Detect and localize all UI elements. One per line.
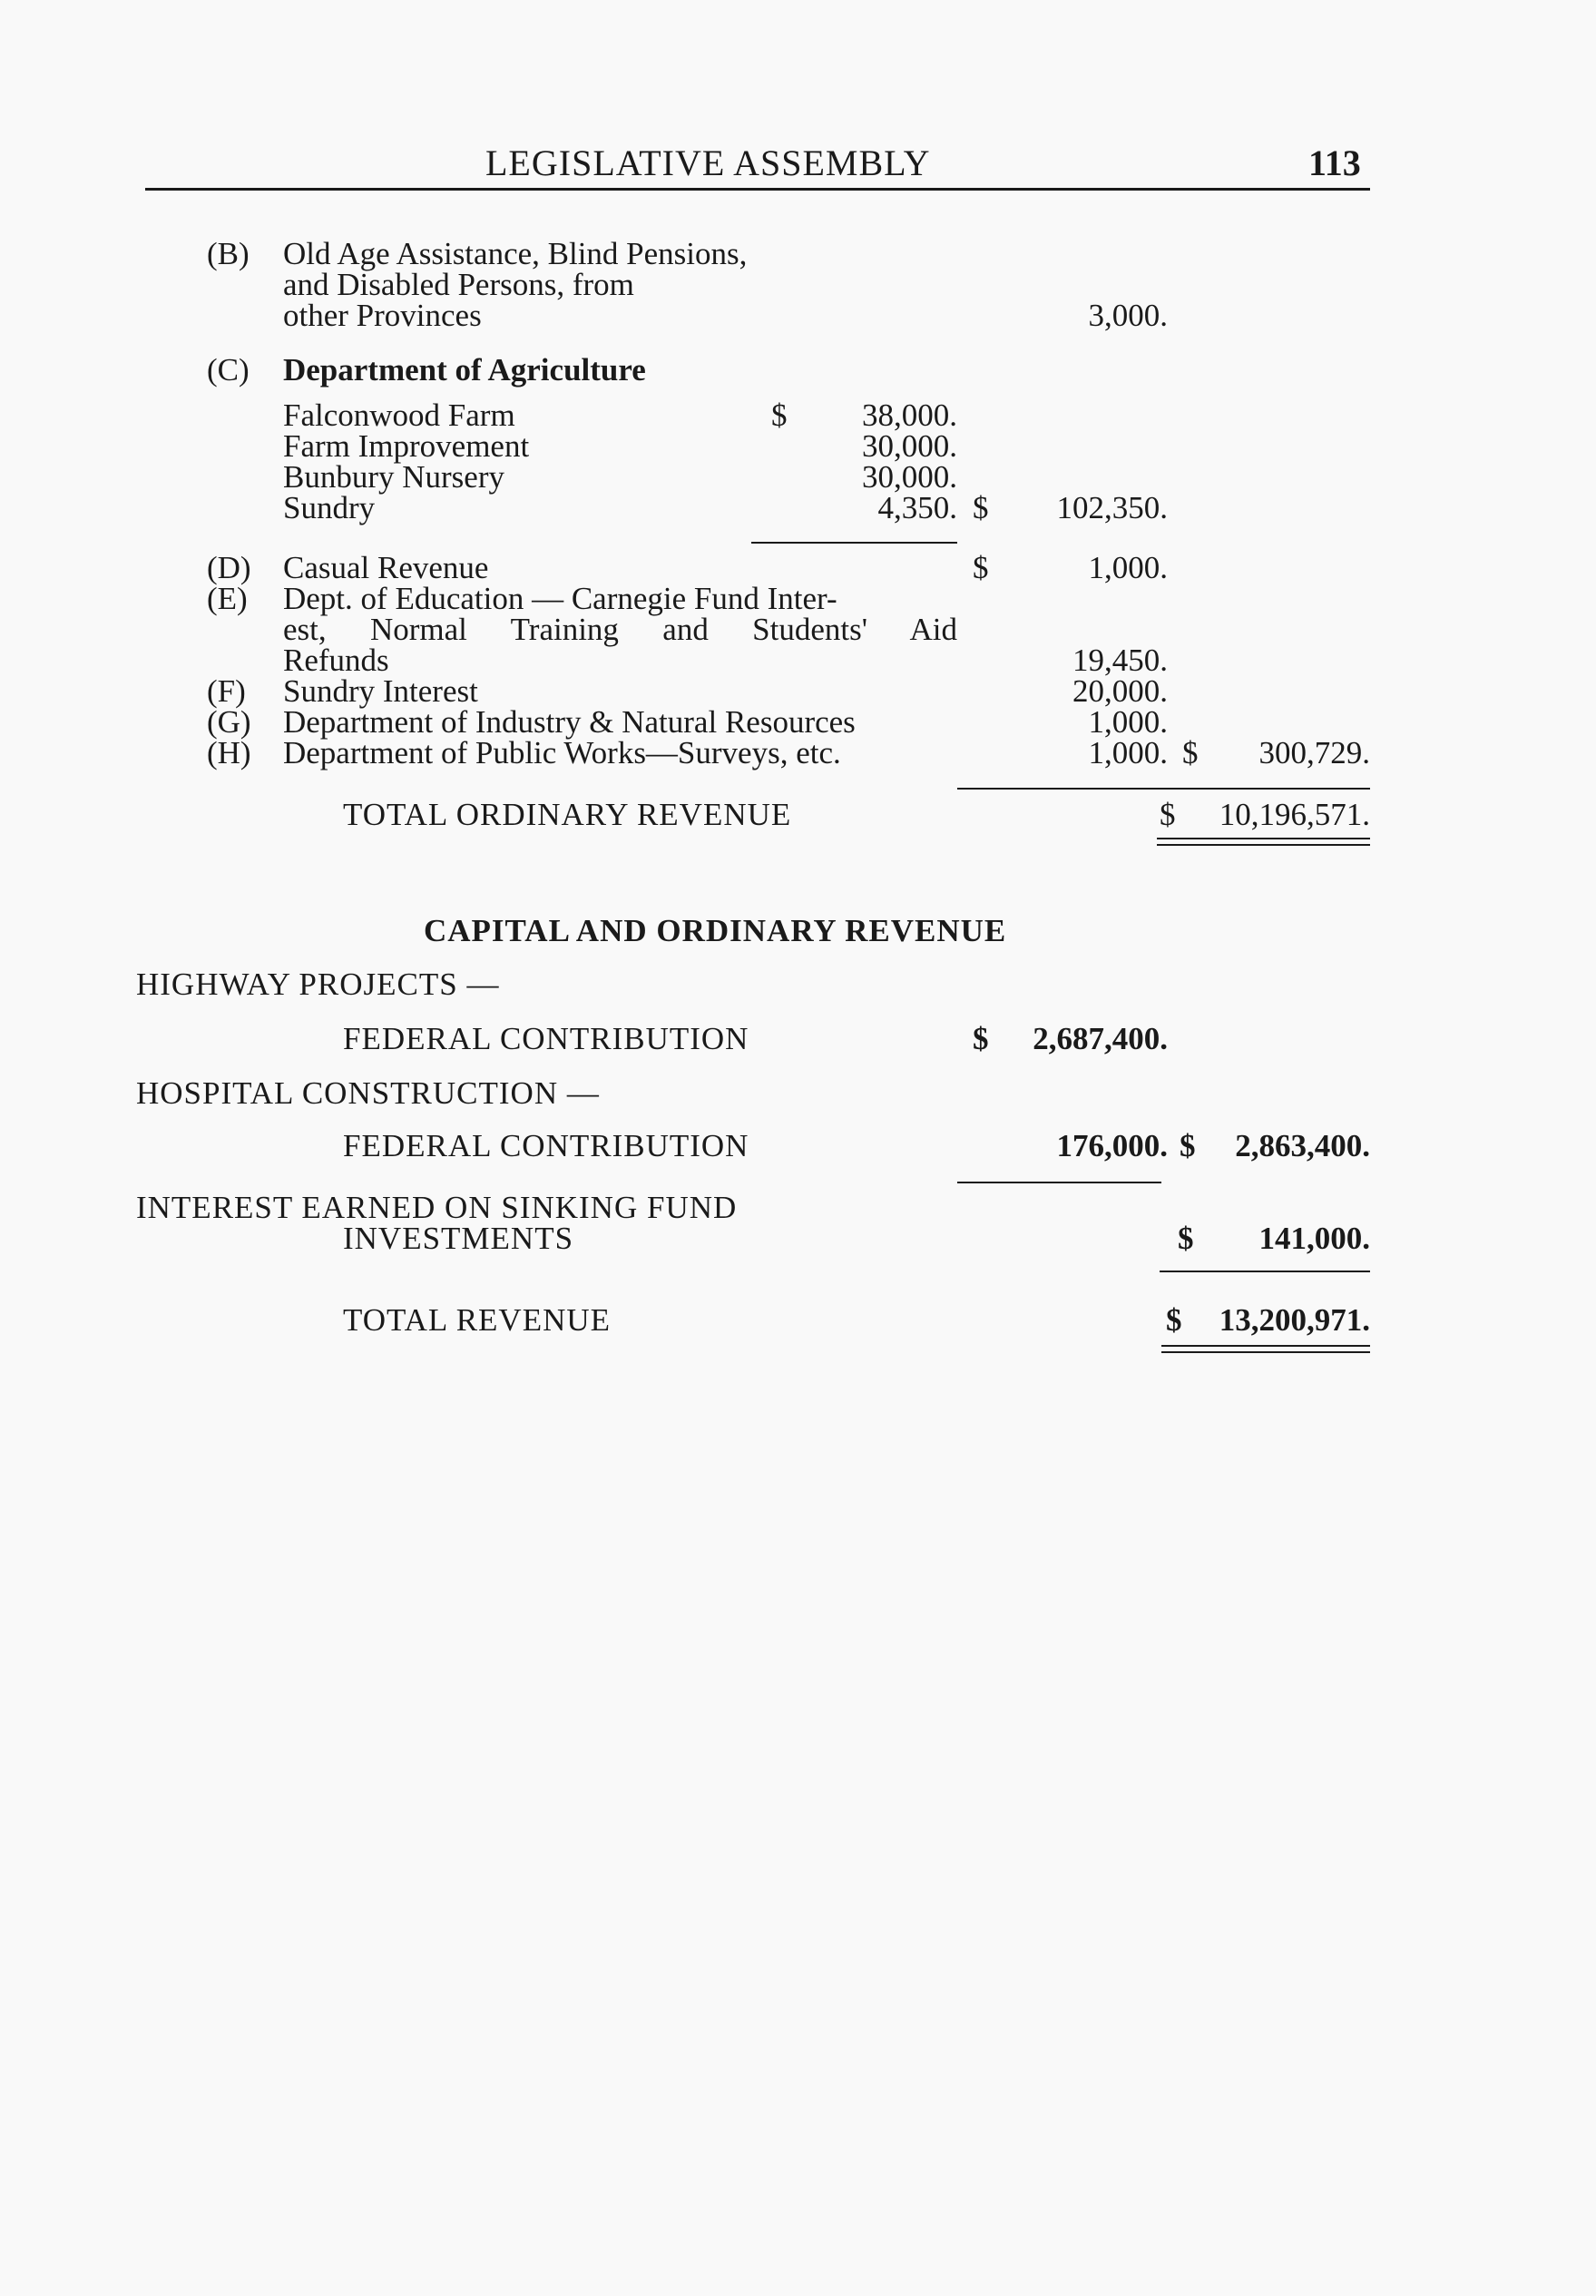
section-g-letter: (G): [207, 704, 251, 740]
section-f-letter: (F): [207, 673, 246, 709]
section-c-item-amount: 30,000.: [862, 459, 957, 495]
section-h-total: 300,729.: [1258, 735, 1370, 770]
section-d-dollar: $: [973, 550, 989, 585]
section-d-amount: 1,000.: [1088, 550, 1168, 585]
section-c-item-amount: 38,000.: [862, 397, 957, 433]
section-c-title: Department of Agriculture: [283, 352, 646, 388]
total-revenue-amount: 13,200,971.: [1219, 1302, 1370, 1338]
section-c-item-label: Bunbury Nursery: [283, 459, 504, 495]
section-b-line2: and Disabled Persons, from: [283, 267, 634, 302]
section-f-label: Sundry Interest: [283, 673, 478, 709]
hospital-amount: 176,000.: [1056, 1128, 1168, 1163]
sinking-fund-rule: [1160, 1271, 1370, 1272]
highway-dollar: $: [973, 1021, 989, 1056]
section-d-letter: (D): [207, 550, 251, 585]
hospital-total: 2,863,400.: [1235, 1128, 1370, 1163]
hospital-label: FEDERAL CONTRIBUTION: [343, 1128, 749, 1163]
section-b-amount: 3,000.: [1088, 298, 1168, 333]
section-b-line3: other Provinces: [283, 298, 482, 333]
section-b-line1: Old Age Assistance, Blind Pensions,: [283, 236, 748, 271]
section-c-item-amount: 30,000.: [862, 428, 957, 464]
sinking-fund-line2: INVESTMENTS: [343, 1221, 574, 1256]
hospital-rule: [957, 1182, 1161, 1183]
highway-amount: 2,687,400.: [1033, 1021, 1168, 1056]
section-h-label: Department of Public Works—Surveys, etc.: [283, 735, 841, 770]
section-h-total-dollar: $: [1182, 735, 1199, 770]
sinking-fund-line1: INTEREST EARNED ON SINKING FUND: [136, 1190, 738, 1225]
sinking-fund-dollar: $: [1178, 1221, 1194, 1256]
highway-heading: HIGHWAY PROJECTS —: [136, 966, 500, 1002]
section-e-line3: Refunds: [283, 643, 389, 678]
header-rule: [145, 188, 1370, 191]
highway-label: FEDERAL CONTRIBUTION: [343, 1021, 749, 1056]
hospital-total-dollar: $: [1180, 1128, 1196, 1163]
section-e-line2: est, Normal Training and Students' Aid: [283, 612, 957, 647]
total-ordinary-dollar: $: [1160, 797, 1176, 832]
page-header-title: LEGISLATIVE ASSEMBLY: [485, 142, 931, 183]
section-c-item-label: Falconwood Farm: [283, 397, 515, 433]
section-c-item-label: Sundry: [283, 490, 376, 525]
section-e-letter: (E): [207, 581, 248, 616]
sinking-fund-amount: 141,000.: [1258, 1221, 1370, 1256]
section-c-rule: [751, 542, 957, 544]
total-revenue-double-rule: [1161, 1345, 1370, 1353]
section-c-subtotal: 102,350.: [1056, 490, 1168, 525]
hospital-heading: HOSPITAL CONSTRUCTION —: [136, 1075, 600, 1111]
section-g-label: Department of Industry & Natural Resources: [283, 704, 856, 740]
section-h-rule: [957, 788, 1370, 790]
section-b-letter: (B): [207, 236, 250, 271]
capital-heading: CAPITAL AND ORDINARY REVENUE: [424, 913, 1007, 948]
section-c-item-amount: 4,350.: [877, 490, 957, 525]
section-c-letter: (C): [207, 352, 250, 388]
total-ordinary-amount: 10,196,571.: [1219, 797, 1370, 832]
section-h-letter: (H): [207, 735, 251, 770]
total-ordinary-label: TOTAL ORDINARY REVENUE: [343, 797, 792, 832]
section-c-item-label: Farm Improvement: [283, 428, 530, 464]
total-revenue-dollar: $: [1166, 1302, 1182, 1338]
section-f-amount: 20,000.: [1072, 673, 1168, 709]
section-c-subtotal-dollar: $: [973, 490, 989, 525]
section-h-amount: 1,000.: [1088, 735, 1168, 770]
section-d-label: Casual Revenue: [283, 550, 489, 585]
section-e-line1: Dept. of Education — Carnegie Fund Inter-: [283, 581, 837, 616]
total-revenue-label: TOTAL REVENUE: [343, 1302, 612, 1338]
page-number: 113: [1308, 142, 1361, 183]
total-ordinary-double-rule: [1157, 838, 1370, 846]
section-c-item-dollar: $: [771, 397, 788, 433]
section-g-amount: 1,000.: [1088, 704, 1168, 740]
section-e-amount: 19,450.: [1072, 643, 1168, 678]
